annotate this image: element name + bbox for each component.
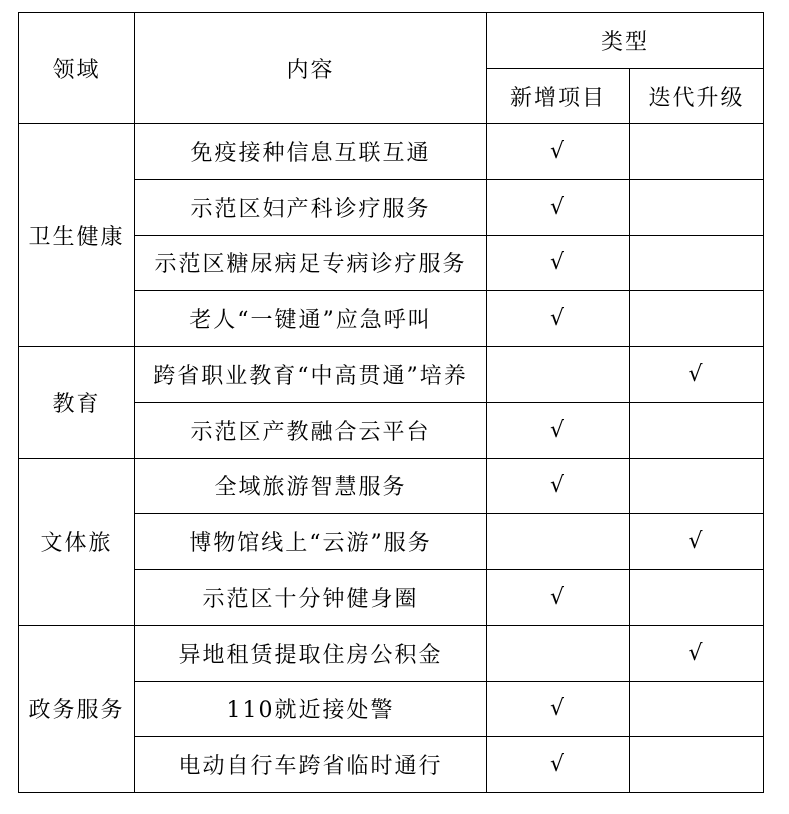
new-project-cell — [487, 514, 630, 570]
new-project-cell — [487, 625, 630, 681]
content-cell: 全域旅游智慧服务 — [135, 458, 487, 514]
iterative-upgrade-cell — [630, 458, 764, 514]
content-cell: 示范区妇产科诊疗服务 — [135, 179, 487, 235]
content-cell: 老人“一键通”应急呼叫 — [135, 291, 487, 347]
check-mark-icon: √ — [549, 473, 567, 499]
iterative-upgrade-cell — [630, 514, 764, 570]
content-cell: 博物馆线上“云游”服务 — [135, 514, 487, 570]
domain-cell: 文体旅 — [19, 458, 135, 625]
new-project-cell — [487, 347, 630, 403]
domain-cell: 教育 — [19, 347, 135, 459]
header-domain: 领域 — [19, 13, 135, 124]
content-cell: 免疫接种信息互联互通 — [135, 124, 487, 180]
header-content: 内容 — [135, 13, 487, 124]
table-row — [19, 625, 764, 681]
check-mark-icon: √ — [688, 529, 705, 555]
header-iterative-upgrade: 迭代升级 — [630, 69, 764, 124]
iterative-upgrade-cell — [630, 347, 764, 403]
new-project-cell — [487, 458, 630, 514]
new-project-cell — [487, 402, 630, 458]
new-project-cell — [487, 681, 630, 737]
check-mark-icon: √ — [549, 138, 567, 164]
table-body — [19, 124, 764, 793]
content-cell: 110就近接处警 — [135, 681, 487, 737]
header-type: 类型 — [487, 13, 764, 69]
table-row — [19, 458, 764, 514]
new-project-cell — [487, 737, 630, 793]
content-cell: 异地租赁提取住房公积金 — [135, 625, 487, 681]
content-cell: 跨省职业教育“中高贯通”培养 — [135, 347, 487, 403]
check-mark-icon: √ — [549, 752, 567, 778]
service-table — [18, 12, 764, 793]
iterative-upgrade-cell — [630, 625, 764, 681]
new-project-cell — [487, 235, 630, 291]
content-cell: 示范区糖尿病足专病诊疗服务 — [135, 235, 487, 291]
table-row — [19, 347, 764, 403]
content-cell: 示范区十分钟健身圈 — [135, 570, 487, 626]
content-cell: 电动自行车跨省临时通行 — [135, 737, 487, 793]
check-mark-icon: √ — [549, 306, 567, 332]
header-row-top — [19, 13, 764, 69]
iterative-upgrade-cell — [630, 402, 764, 458]
iterative-upgrade-cell — [630, 235, 764, 291]
iterative-upgrade-cell — [630, 124, 764, 180]
iterative-upgrade-cell — [630, 737, 764, 793]
check-mark-icon: √ — [549, 250, 567, 276]
domain-cell: 政务服务 — [19, 625, 135, 792]
header-new-project: 新增项目 — [487, 69, 630, 124]
new-project-cell — [487, 124, 630, 180]
iterative-upgrade-cell — [630, 291, 764, 347]
check-mark-icon: √ — [688, 361, 705, 387]
new-project-cell — [487, 570, 630, 626]
iterative-upgrade-cell — [630, 570, 764, 626]
check-mark-icon: √ — [549, 194, 567, 220]
check-mark-icon: √ — [549, 417, 567, 443]
table-row — [19, 124, 764, 180]
check-mark-icon: √ — [549, 584, 567, 610]
check-mark-icon: √ — [688, 640, 705, 666]
new-project-cell — [487, 291, 630, 347]
iterative-upgrade-cell — [630, 179, 764, 235]
check-mark-icon: √ — [549, 696, 567, 722]
new-project-cell — [487, 179, 630, 235]
iterative-upgrade-cell — [630, 681, 764, 737]
content-cell: 示范区产教融合云平台 — [135, 402, 487, 458]
domain-cell: 卫生健康 — [19, 124, 135, 347]
